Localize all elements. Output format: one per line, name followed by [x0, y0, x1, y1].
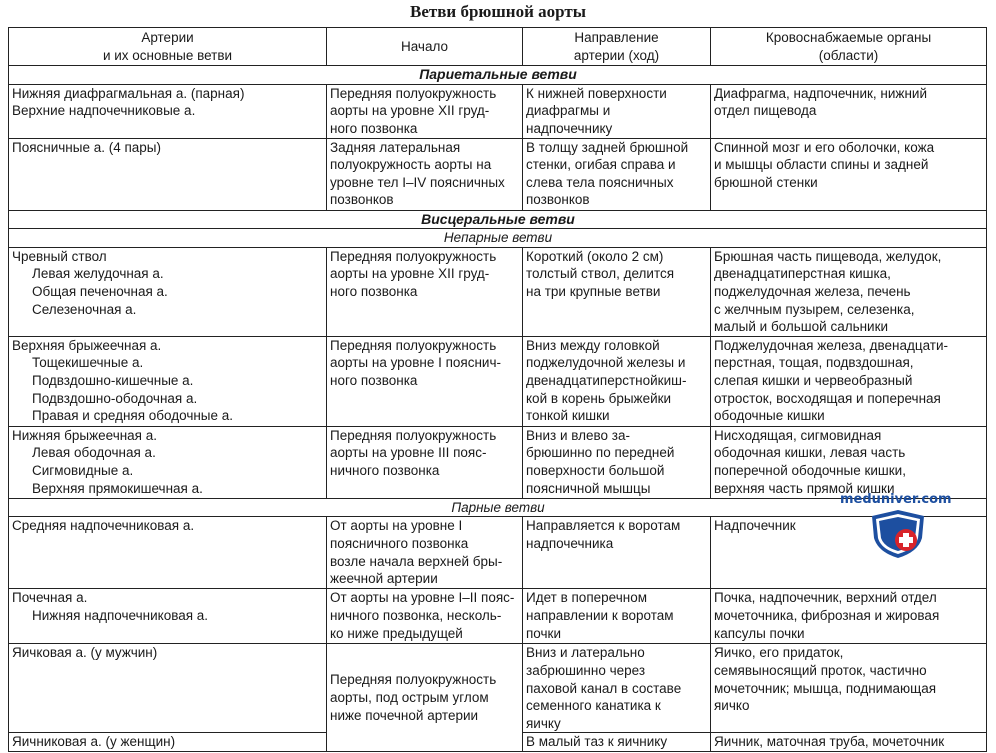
organs-cell: Почка, надпочечник, верхний отдел мочеточника, фиброзная и жировая капсулы почки	[711, 589, 987, 644]
arteries-cell: Средняя надпочечниковая а.	[9, 517, 327, 589]
section-row	[9, 210, 987, 229]
organs-cell: Поджелудочная железа, двенадцати- перстная, тощая, подвздошная, слепая кишки и червеобразный отросток, восходящая и поперечная ободочные кишки	[711, 336, 987, 426]
section-row	[9, 66, 987, 85]
table-row	[9, 589, 987, 644]
aorta-branches-table	[8, 27, 987, 752]
organs-cell: Надпочечник	[711, 517, 987, 589]
course-cell: Вниз между головкой поджелудочной железы и двенадцатиперстнойкиш- кой в корень брыжейки тонкой кишки	[523, 336, 711, 426]
table-row	[9, 336, 987, 426]
organs-cell: Брюшная часть пищевода, желудок, двенадцатиперстная кишка, поджелудочная железа, печень с желчным пузырем, селезенка, малый и большой сальники	[711, 247, 987, 336]
course-cell: Вниз и латерально забрюшинно через паховой канал в составе семенного канатика к яичку	[523, 644, 711, 733]
origin-cell: От аорты на уровне I поясничного позвонка возле начала верхней бры- жеечной артерии	[327, 517, 523, 589]
course-cell: Короткий (около 2 см) толстый ствол, делится на три крупные ветви	[523, 247, 711, 336]
organs-cell: Нисходящая, сигмовидная ободочная кишки, левая часть поперечной ободочные кишки, верхняя часть прямой кишки	[711, 426, 987, 498]
shield-icon	[868, 508, 928, 560]
organs-cell: Яичко, его придаток, семявыносящий проток, частично мочеточник; мышца, поднимающая яичко	[711, 644, 987, 733]
origin-cell: Передняя полуокружность аорты на уровне XII груд- ного позвонка	[327, 247, 523, 336]
organs-cell: Диафрагма, надпочечник, нижний отдел пищевода	[711, 84, 987, 138]
watermark-logo	[840, 492, 950, 562]
section-unpaired: Непарные ветви	[9, 229, 987, 248]
header-arteries: Артерии и их основные ветви	[9, 28, 327, 66]
origin-cell: Передняя полуокружность аорты, под острым углом ниже почечной артерии	[327, 644, 523, 752]
origin-cell: От аорты на уровне I–II пояс- ничного позвонка, несколь- ко ниже предыдущей	[327, 589, 523, 644]
header-origin: Начало	[327, 28, 523, 66]
organs-cell: Яичник, маточная труба, мочеточник	[711, 733, 987, 752]
arteries-cell: Верхняя брыжеечная а. Тощекишечные а. Подвздошно-кишечные а. Подвздошно-ободочная а. Правая и средняя ободочные а.	[9, 336, 327, 426]
arteries-cell: Почечная а. Нижняя надпочечниковая а.	[9, 589, 327, 644]
origin-cell: Передняя полуокружность аорты на уровне XII груд- ного позвонка	[327, 84, 523, 138]
organs-cell: Спинной мозг и его оболочки, кожа и мышцы области спины и задней брюшной стенки	[711, 138, 987, 210]
page-title: Ветви брюшной аорты	[410, 2, 586, 21]
header-course: Направление артерии (ход)	[523, 28, 711, 66]
course-cell: К нижней поверхности диафрагмы и надпочечнику	[523, 84, 711, 138]
arteries-cell: Нижняя брыжеечная а. Левая ободочная а. Сигмовидные а. Верхняя прямокишечная а.	[9, 426, 327, 498]
table-row	[9, 426, 987, 498]
table-row	[9, 138, 987, 210]
course-cell: В малый таз к яичнику	[523, 733, 711, 752]
header-organs: Кровоснабжаемые органы (области)	[711, 28, 987, 66]
section-visceral: Висцеральные ветви	[9, 210, 987, 229]
section-parietal: Париетальные ветви	[9, 66, 987, 85]
arteries-cell: Поясничные а. (4 пары)	[9, 138, 327, 210]
arteries-cell: Чревный ствол Левая желудочная а. Общая печеночная а. Селезеночная а.	[9, 247, 327, 336]
header-row	[9, 28, 987, 66]
course-cell: Идет в поперечном направлении к воротам почки	[523, 589, 711, 644]
origin-cell: Передняя полуокружность аорты на уровне III пояс- ничного позвонка	[327, 426, 523, 498]
table-row	[9, 644, 987, 733]
origin-cell: Задняя латеральная полуокружность аорты на уровне тел I–IV поясничных позвонков	[327, 138, 523, 210]
section-row	[9, 229, 987, 248]
origin-cell: Передняя полуокружность аорты на уровне I пояснич- ного позвонка	[327, 336, 523, 426]
course-cell: Направляется к воротам надпочечника	[523, 517, 711, 589]
arteries-cell: Нижняя диафрагмальная а. (парная) Верхние надпочечниковые а.	[9, 84, 327, 138]
watermark-text: meduniver.com	[840, 492, 952, 507]
course-cell: Вниз и влево за- брюшинно по передней поверхности большой поясничной мышцы	[523, 426, 711, 498]
section-paired: Парные ветви	[9, 498, 987, 517]
table-row	[9, 84, 987, 138]
arteries-cell: Яичковая а. (у мужчин)	[9, 644, 327, 733]
course-cell: В толщу задней брюшной стенки, огибая справа и слева тела поясничных позвонков	[523, 138, 711, 210]
table-row	[9, 247, 987, 336]
arteries-cell: Яичниковая а. (у женщин)	[9, 733, 327, 752]
